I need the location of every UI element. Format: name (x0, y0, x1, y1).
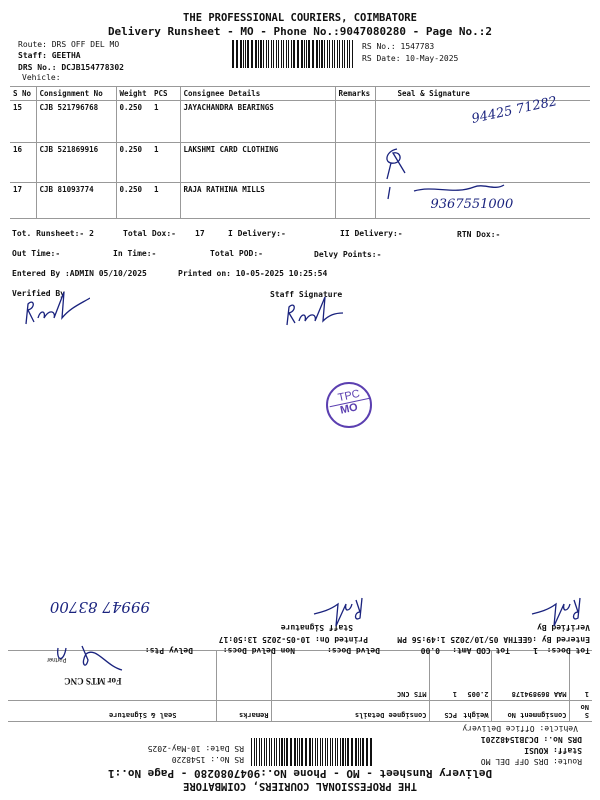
tot-runsheet: Tot. Runsheet:- 2 (12, 229, 94, 238)
barcode-bar (351, 738, 352, 766)
barcode-bar (327, 40, 328, 68)
col-seal: Seal & Signature (375, 87, 590, 101)
handwritten-phone: 99947 83700 (49, 598, 150, 616)
barcode-bar (247, 40, 249, 68)
barcode-bar (327, 738, 328, 766)
barcode-bar (339, 40, 341, 68)
barcode-bar (281, 40, 282, 68)
barcode-bar (297, 40, 298, 68)
route: Route: DRS OFF DEL MO (18, 40, 120, 49)
handwritten-phone: 9367551000 (430, 197, 514, 212)
barcode-bar (254, 738, 255, 766)
rtn-dox: RTN Dox:- (457, 230, 501, 239)
drs-no: DRS No.: DCJB154778302 (18, 63, 124, 72)
col-consignment: Consignment No (36, 87, 116, 101)
weight: 0.250 (116, 183, 151, 219)
barcode-bar (319, 40, 320, 68)
printed-on: Printed on: 10-05-2025 10:25:54 (178, 269, 328, 278)
consignee: LAKSHMI CARD CLOTHING (180, 143, 335, 183)
sno: 1 (570, 651, 592, 701)
table-row (10, 101, 590, 143)
barcode-bar (301, 738, 303, 766)
barcode-bar (286, 738, 288, 766)
table-row (8, 651, 592, 701)
barcode-bar (349, 40, 350, 68)
staff-signature-label: Staff Signature (270, 290, 343, 299)
consignee: MTS CNC (272, 651, 430, 701)
remarks (217, 651, 272, 701)
col-consignee: Consignee Details (180, 87, 335, 101)
rs-date: RS Date: 10-May-2025 (147, 744, 244, 753)
staff: Staff: GEETHA (18, 51, 81, 60)
barcode-bar (283, 40, 284, 68)
consignment-table (10, 87, 590, 219)
barcode-bar (252, 40, 253, 68)
barcode-bar (305, 738, 306, 766)
barcode-bar (362, 738, 364, 766)
barcode-bar (315, 738, 316, 766)
barcode-bar (337, 738, 338, 766)
entered-by: Entered By :GEETHA 05/10/2025 1:49:56 PM (397, 635, 590, 644)
barcode-bar (344, 40, 345, 68)
barcode-bar (237, 40, 238, 68)
rs-no: RS No.: 1548220 (171, 755, 244, 764)
barcode-bar (335, 738, 336, 766)
total-dox-label: Total Dox:- (123, 229, 176, 238)
company-seal-text: For MTS CNC (64, 676, 122, 686)
barcode-bar (273, 40, 274, 68)
barcode-bar (321, 40, 322, 68)
barcode-bar (276, 40, 277, 68)
barcode-bar (279, 738, 281, 766)
company-title: THE PROFESSIONAL COURIERS, COIMBATORE (183, 12, 417, 24)
total-dox-value: 17 (195, 229, 205, 238)
barcode-bar (293, 40, 295, 68)
barcode-bar (282, 738, 283, 766)
sno: 17 (10, 183, 36, 219)
barcode-bar (291, 40, 292, 68)
barcode-bar (266, 738, 267, 766)
delvd-docs: Delvd Docs: (327, 646, 380, 655)
runsheet-subtitle: Delivery Runsheet - MO - Phone No.:9047080280 - Page No.:1 (107, 767, 493, 780)
in-time: In Time:- (113, 249, 157, 258)
rs-no: RS No.: 1547783 (362, 42, 435, 51)
col-remarks: Remarks (217, 701, 272, 722)
company-title: THE PROFESSIONAL COURIERS, COIMBATORE (183, 780, 417, 792)
barcode-bar (294, 738, 296, 766)
rs-date: RS Date: 10-May-2025 (362, 54, 459, 63)
barcode-bar (255, 40, 257, 68)
weight: 0.250 (116, 143, 151, 183)
barcode-bar (285, 738, 286, 766)
barcode-bar (307, 738, 308, 766)
barcode-bar (347, 40, 349, 68)
sno: 16 (10, 143, 36, 183)
pcs: 1 (151, 183, 180, 219)
barcode (250, 738, 372, 766)
staff: Staff: KOUSI (524, 746, 582, 755)
barcode-bar (256, 738, 258, 766)
remarks (335, 183, 375, 219)
consignment-table (8, 650, 592, 721)
barcode-bar (298, 40, 299, 68)
handwritten-signature: 94425 71282 (469, 94, 558, 127)
sno: 15 (10, 101, 36, 143)
total-pod: Total POD:- (210, 249, 263, 258)
barcode-bar (361, 738, 362, 766)
barcode-bar (297, 738, 298, 766)
barcode-bar (332, 738, 334, 766)
printed-on: Printed On: 10-05-2025 13:50:17 (218, 635, 368, 644)
consignment-no: CJB 81093774 (36, 183, 116, 219)
pcs: 1 (430, 651, 460, 701)
col-pcs: PCS (430, 701, 460, 722)
barcode-bar (306, 40, 307, 68)
tpc-mo-stamp (326, 382, 372, 428)
col-remarks: Remarks (335, 87, 375, 101)
barcode-bar (368, 738, 369, 766)
barcode-bar (324, 40, 326, 68)
vehicle: Vehicle: Office Delivery (462, 724, 578, 733)
barcode-bar (353, 738, 354, 766)
barcode-bar (271, 40, 273, 68)
pcs: 1 (151, 101, 180, 143)
delvy-points: Delvy Points:- (314, 250, 382, 259)
barcode-bar (304, 40, 305, 68)
barcode-bar (261, 738, 262, 766)
remarks (335, 101, 375, 143)
barcode-bar (301, 40, 303, 68)
barcode-bar (278, 40, 280, 68)
non-delvd-docs: Non Delvd Docs: (222, 646, 295, 655)
remarks (335, 143, 375, 183)
weight: 2.005 (460, 651, 492, 701)
staff-signature-label: Staff Signature (280, 623, 353, 632)
barcode-bar (312, 738, 313, 766)
barcode-bar (274, 738, 275, 766)
barcode-bar (300, 738, 301, 766)
barcode-bar (258, 40, 259, 68)
consignment-no: MAA 869894178 (492, 651, 570, 701)
barcode-bar (352, 40, 353, 68)
tot-cod-value: 0.00 (420, 646, 440, 655)
barcode-bar (292, 738, 293, 766)
barcode-bar (243, 40, 244, 68)
barcode-bar (309, 738, 311, 766)
barcode-bar (232, 40, 234, 68)
consignee: JAYACHANDRA BEARINGS (180, 101, 335, 143)
vehicle: Vehicle: (22, 73, 61, 82)
verified-by-label: Verified By (12, 289, 65, 298)
barcode-bar (260, 40, 261, 68)
barcode-bar (266, 40, 267, 68)
barcode-bar (346, 738, 347, 766)
seal-cell (8, 651, 217, 701)
barcode-bar (347, 738, 349, 766)
barcode-bar (263, 40, 265, 68)
barcode-bar (343, 738, 344, 766)
barcode (232, 40, 354, 68)
seal-signature (37, 644, 127, 674)
barcode-bar (268, 40, 269, 68)
barcode-bar (317, 738, 319, 766)
delvy-pts: Delvy Pts: (144, 646, 193, 655)
col-sno: S No (10, 87, 36, 101)
barcode-bar (288, 40, 289, 68)
route: Route: DRS OFF DEL MO (480, 757, 582, 766)
barcode-bar (271, 738, 273, 766)
consignee: RAJA RATHINA MILLS (180, 183, 335, 219)
staff-signature (283, 295, 353, 329)
barcode-bar (251, 40, 252, 68)
barcode-bar (308, 40, 310, 68)
barcode-bar (325, 738, 327, 766)
entered-by: Entered By :ADMIN 05/10/2025 (12, 269, 147, 278)
barcode-bar (322, 738, 323, 766)
barcode-bar (320, 738, 321, 766)
col-sno: S No (570, 701, 592, 722)
barcode-bar (358, 738, 359, 766)
barcode-bar (251, 738, 252, 766)
barcode-bar (342, 40, 343, 68)
verified-by-label: Verified By (537, 623, 590, 632)
barcode-bar (355, 738, 357, 766)
barcode-bar (240, 40, 242, 68)
barcode-bar (332, 40, 334, 68)
barcode-bar (245, 40, 246, 68)
col-consignee: Consignee Details (272, 701, 430, 722)
barcode-bar (259, 738, 260, 766)
table-row (10, 183, 590, 219)
barcode-bar (312, 40, 313, 68)
barcode-bar (276, 738, 277, 766)
barcode-bar (313, 40, 314, 68)
i-delivery: I Delivery:- (228, 229, 286, 238)
col-seal: Seal & Signature (8, 701, 217, 722)
barcode-bar (236, 40, 237, 68)
stamp-top-text: TPC (327, 386, 371, 407)
signature-cell (375, 94, 590, 143)
barcode-bar (337, 40, 338, 68)
signature-mark (379, 145, 419, 181)
barcode-bar (329, 40, 330, 68)
consignment-no: CJB 521869916 (36, 143, 116, 183)
stamp-bottom-text: MO (339, 401, 359, 417)
barcode-bar (370, 738, 372, 766)
barcode-bar (316, 40, 318, 68)
tot-cod-label: Tot COD Amt: (452, 646, 510, 655)
verified-by-signature (526, 592, 586, 628)
col-pcs: PCS (151, 87, 180, 101)
tot-docs-value: 1 (533, 646, 538, 655)
barcode-bar (334, 40, 335, 68)
barcode-bar (340, 738, 342, 766)
col-weight: Weight (460, 701, 492, 722)
weight: 0.250 (116, 101, 151, 143)
drs-no: DRS No.: DCJB15482201 (480, 735, 582, 744)
signature-cell (375, 183, 590, 219)
barcode-bar (290, 738, 291, 766)
out-time: Out Time:- (12, 249, 61, 258)
runsheet-subtitle: Delivery Runsheet - MO - Phone No.:9047080280 - Page No.:2 (107, 25, 493, 38)
barcode-bar (286, 40, 288, 68)
staff-signature (308, 592, 368, 628)
barcode-bar (264, 738, 266, 766)
col-weight: Weight (116, 87, 151, 101)
signature-cell (375, 143, 590, 183)
col-consignment: Consignment No (492, 701, 570, 722)
table-row (10, 143, 590, 183)
pcs: 1 (151, 143, 180, 183)
tot-docs-label: Tot Docs: (546, 646, 590, 655)
barcode-bar (269, 738, 270, 766)
page1-upside-down (0, 578, 600, 800)
company-seal-sub: Partner (46, 656, 67, 662)
barcode-bar (366, 738, 367, 766)
ii-delivery: II Delivery:- (340, 229, 403, 238)
consignment-no: CJB 521796768 (36, 101, 116, 143)
verified-by-signature (20, 288, 90, 328)
barcode-bar (330, 738, 331, 766)
